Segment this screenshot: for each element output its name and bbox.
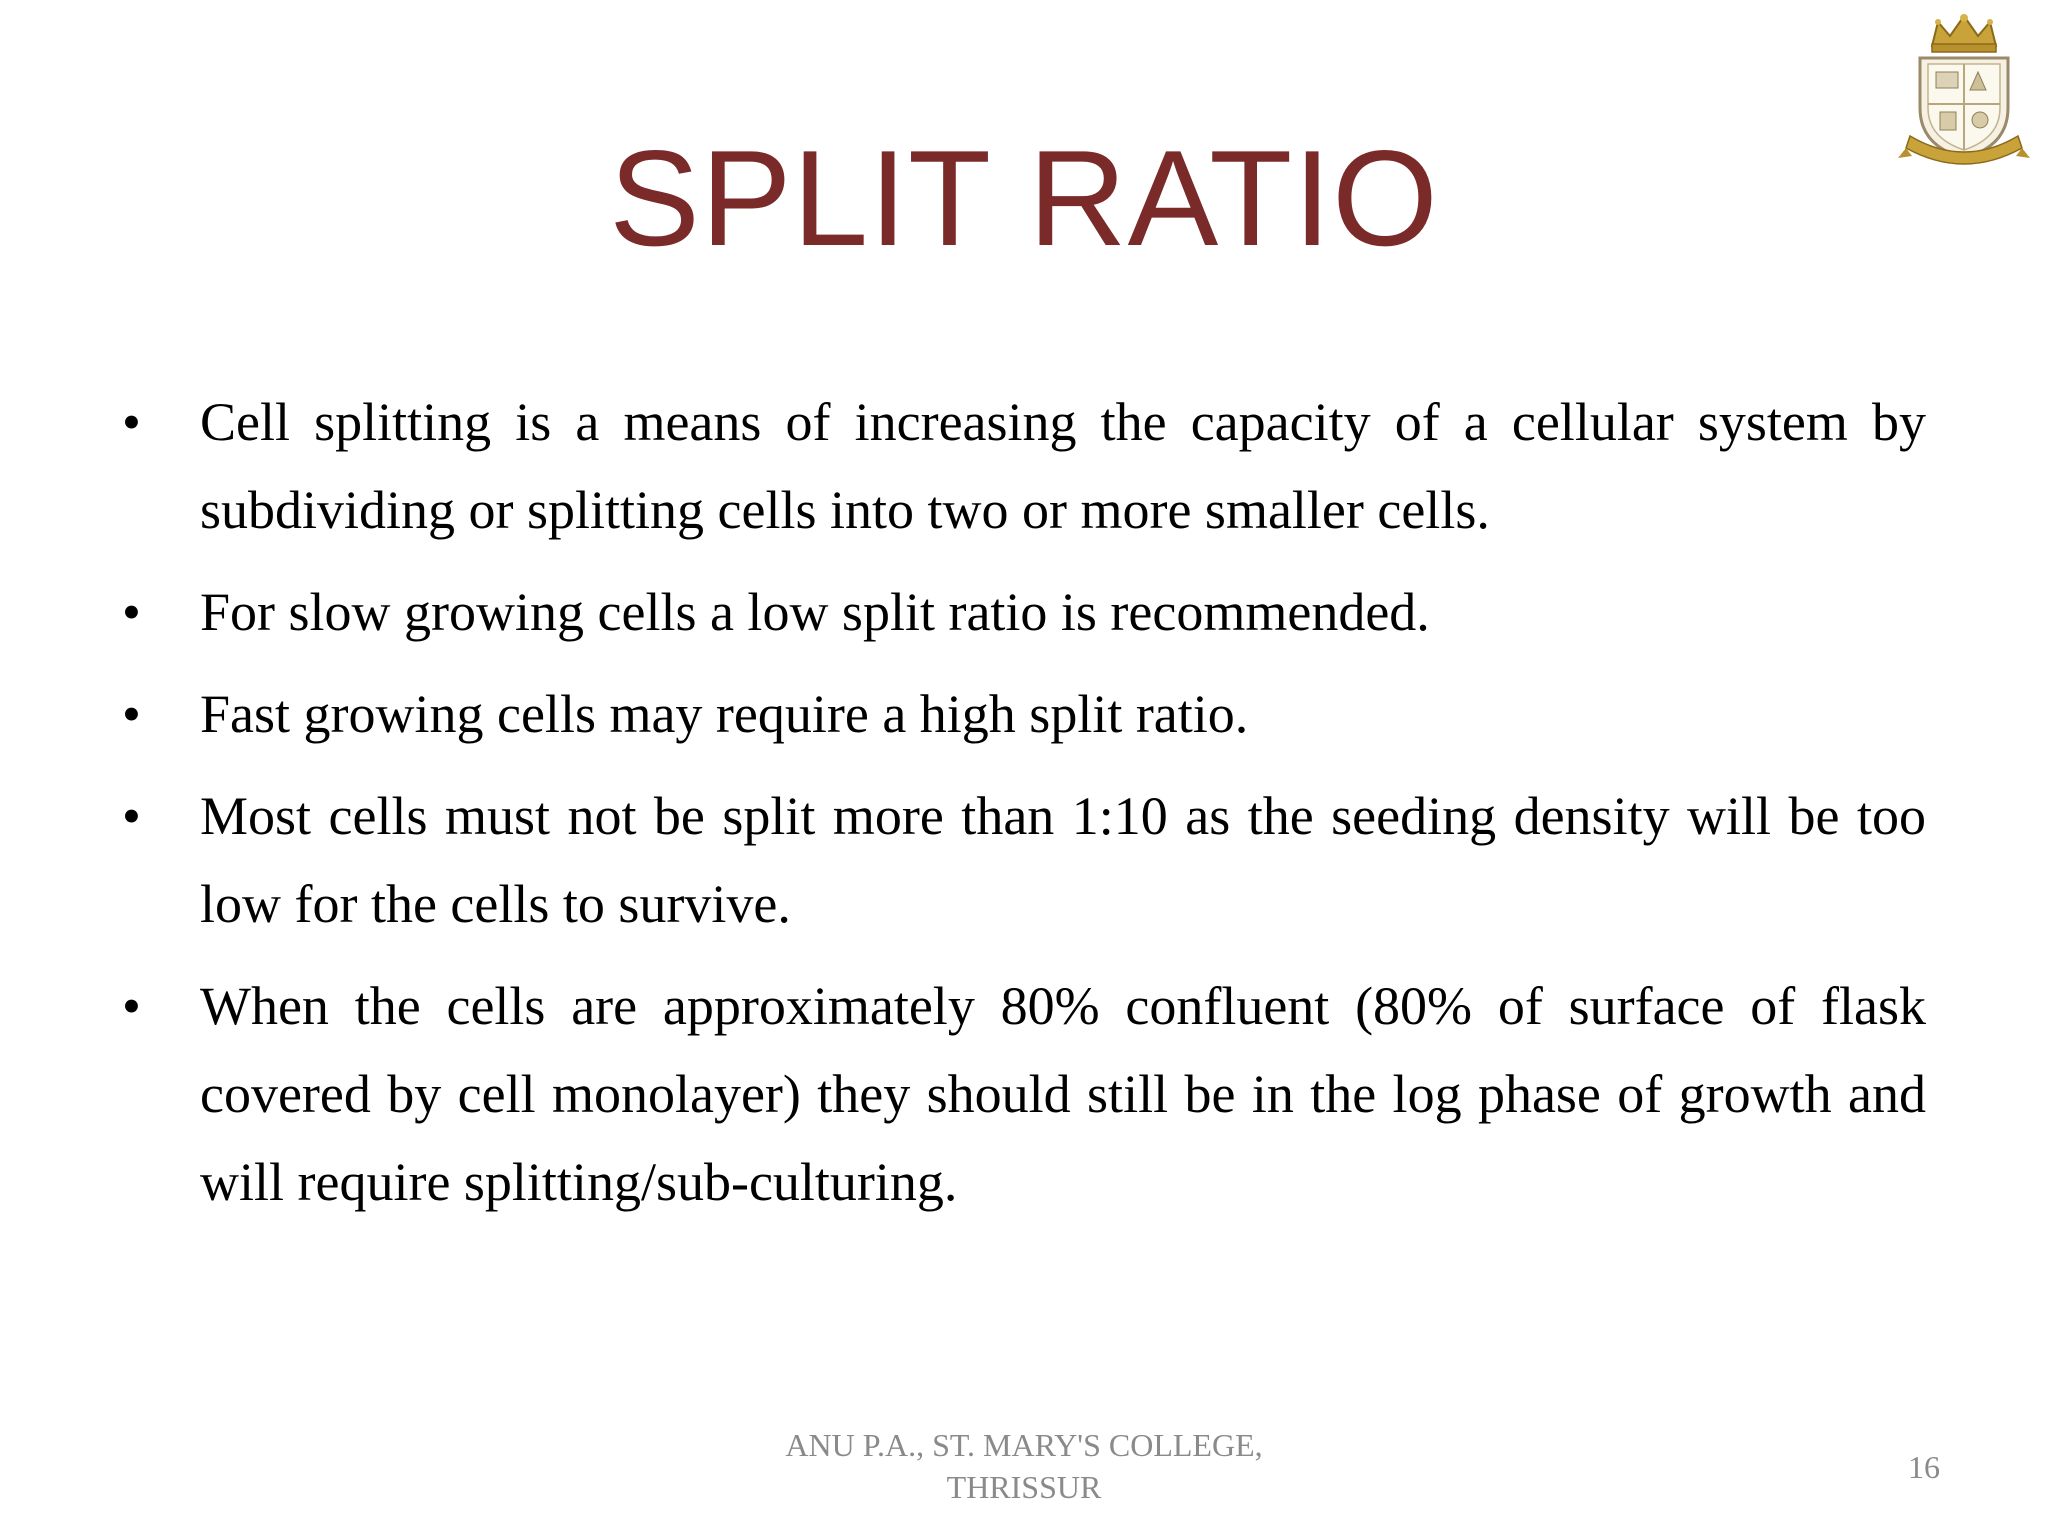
- bullet-text: Most cells must not be split more than 1:10 as the seeding density will be too low for the cells to survive.: [200, 786, 1926, 934]
- bullet-text: When the cells are approximately 80% confluent (80% of surface of flask covered by cell monolayer) they should still be in the log phase of growth and will require splitting/sub-culturing.: [200, 976, 1926, 1212]
- bullet-text: Fast growing cells may require a high split ratio.: [200, 684, 1249, 744]
- bullet-item: [118, 568, 1926, 656]
- footer-line-2: THRISSUR: [946, 1469, 1102, 1505]
- bullet-text: Cell splitting is a means of increasing the capacity of a cellular system by subdividing or splitting cells into two or more smaller cells.: [200, 392, 1926, 540]
- bullet-item: [118, 772, 1926, 948]
- page-number: 16: [1908, 1449, 1940, 1485]
- bullet-dot: •: [122, 582, 141, 642]
- bullet-item: [118, 962, 1926, 1226]
- footer-author: [724, 1424, 1324, 1508]
- slide-title: SPLIT RATIO: [609, 122, 1439, 274]
- bullet-dot: •: [122, 976, 141, 1036]
- bullet-item: [118, 670, 1926, 758]
- bullet-dot: •: [122, 684, 141, 744]
- bullet-list: [118, 378, 1926, 1240]
- bullet-text: For slow growing cells a low split ratio is recommended.: [200, 582, 1430, 642]
- bullet-dot: •: [122, 392, 141, 452]
- bullet-dot: •: [122, 786, 141, 846]
- bullet-item: [118, 378, 1926, 554]
- footer-line-1: ANU P.A., ST. MARY'S COLLEGE,: [785, 1427, 1263, 1463]
